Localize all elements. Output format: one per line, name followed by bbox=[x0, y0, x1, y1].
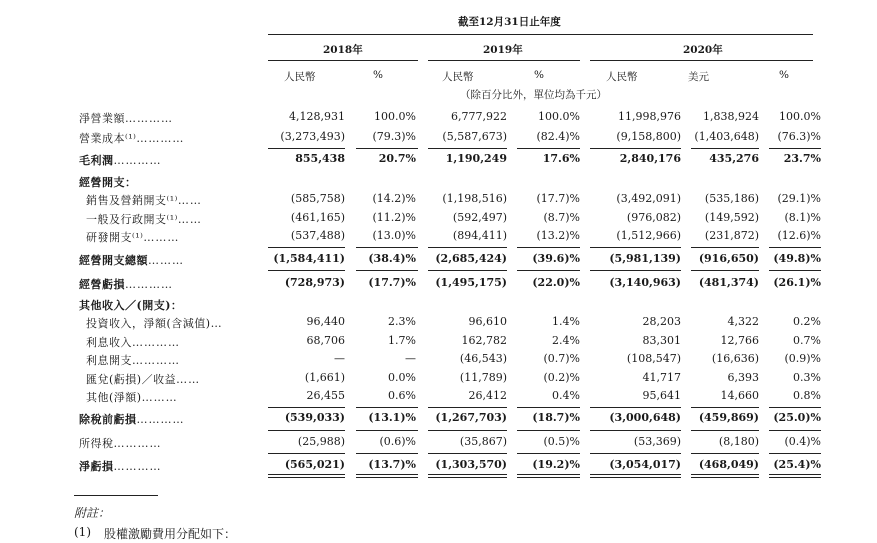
cell-pct-2020: (49.8)% bbox=[773, 252, 821, 265]
cell-pct-2019: 17.6% bbox=[542, 152, 580, 165]
row-label-text: 其他(淨額) bbox=[86, 391, 142, 404]
cell-usd-2020: (8,180) bbox=[718, 435, 759, 448]
row-label-text: 其他收入／(開支)： bbox=[79, 299, 183, 312]
cell-rmb-2019: (1,303,570) bbox=[435, 458, 507, 471]
cell-rmb-2019: 1,190,249 bbox=[445, 152, 507, 165]
total-double-rule bbox=[428, 474, 507, 478]
cell-pct-2018: 0.0% bbox=[388, 371, 416, 384]
subtotal-rule bbox=[769, 453, 821, 454]
subtotal-rule bbox=[691, 148, 759, 149]
row-label bbox=[79, 435, 162, 451]
row-leader-dots: ………… bbox=[136, 132, 185, 145]
cell-usd-2020: 435,276 bbox=[709, 152, 759, 165]
subtotal-rule bbox=[769, 148, 821, 149]
cell-usd-2020: (231,872) bbox=[704, 229, 759, 242]
cell-rmb-2018: (585,758) bbox=[290, 192, 345, 205]
subtotal-rule bbox=[590, 270, 681, 271]
cell-rmb-2020: (108,547) bbox=[626, 352, 681, 365]
row-label bbox=[79, 411, 185, 427]
cell-rmb-2019: (592,497) bbox=[452, 211, 507, 224]
period-header: 截至12月31日止年度 bbox=[458, 16, 561, 28]
cell-rmb-2019: 26,412 bbox=[468, 389, 507, 402]
row-leader-dots: ………… bbox=[132, 354, 180, 367]
subtotal-rule bbox=[268, 430, 345, 431]
cell-rmb-2018: — bbox=[334, 352, 345, 365]
cell-usd-2020: 1,838,924 bbox=[703, 110, 759, 123]
cell-rmb-2020: 41,717 bbox=[642, 371, 681, 384]
cell-usd-2020: (149,592) bbox=[704, 211, 759, 224]
row-label-text: 一般及行政開支⁽¹⁾ bbox=[86, 213, 178, 226]
cell-pct-2020: (25.0)% bbox=[773, 411, 821, 424]
cell-pct-2020: (0.9)% bbox=[784, 352, 821, 365]
cell-rmb-2018: (25,988) bbox=[297, 435, 345, 448]
row-label-text: 經營開支總額 bbox=[79, 254, 148, 267]
row-label-text: 除稅前虧損 bbox=[79, 413, 137, 426]
year-2018-rule bbox=[268, 60, 418, 61]
cell-rmb-2018: 26,455 bbox=[306, 389, 345, 402]
cell-pct-2020: 0.8% bbox=[793, 389, 821, 402]
cell-rmb-2020: 2,840,176 bbox=[619, 152, 681, 165]
cell-pct-2019: (8.7)% bbox=[543, 211, 580, 224]
cell-pct-2020: 0.7% bbox=[793, 334, 821, 347]
row-label bbox=[86, 315, 223, 331]
cell-usd-2020: 6,393 bbox=[727, 371, 759, 384]
cell-usd-2020: 14,660 bbox=[720, 389, 759, 402]
cell-rmb-2018: (461,165) bbox=[290, 211, 345, 224]
cell-usd-2020: (459,869) bbox=[698, 411, 759, 424]
cell-pct-2019: (0.5)% bbox=[543, 435, 580, 448]
subtotal-rule bbox=[268, 270, 345, 271]
row-leader-dots: ………… bbox=[125, 278, 173, 291]
cell-rmb-2018: 4,128,931 bbox=[289, 110, 345, 123]
row-label bbox=[79, 297, 182, 313]
cell-rmb-2018: (1,584,411) bbox=[273, 252, 345, 265]
cell-usd-2020: (468,049) bbox=[698, 458, 759, 471]
subtotal-rule bbox=[691, 453, 759, 454]
footnote-heading: 附註： bbox=[74, 506, 111, 520]
row-label bbox=[86, 192, 202, 208]
cell-pct-2019: 2.4% bbox=[552, 334, 580, 347]
row-leader-dots: ………… bbox=[113, 154, 162, 167]
year-2020: 2020年 bbox=[683, 44, 723, 56]
cell-pct-2018: — bbox=[405, 352, 416, 365]
cell-rmb-2018: (3,273,493) bbox=[280, 130, 345, 143]
cell-rmb-2020: (9,158,800) bbox=[616, 130, 681, 143]
subtotal-rule bbox=[517, 453, 580, 454]
cell-pct-2019: (18.7)% bbox=[532, 411, 580, 424]
year-2018: 2018年 bbox=[323, 44, 363, 56]
cell-pct-2018: 2.3% bbox=[388, 315, 416, 328]
cell-usd-2020: (1,403,648) bbox=[694, 130, 759, 143]
cell-pct-2018: (14.2)% bbox=[372, 192, 416, 205]
cell-rmb-2020: (976,082) bbox=[626, 211, 681, 224]
cell-rmb-2020: (5,981,139) bbox=[609, 252, 681, 265]
cell-pct-2020: (29.1)% bbox=[777, 192, 821, 205]
col-header-pct-2019: % bbox=[534, 69, 544, 81]
row-label bbox=[79, 110, 173, 126]
total-double-rule bbox=[356, 474, 418, 478]
cell-pct-2019: (13.2)% bbox=[536, 229, 580, 242]
cell-rmb-2020: 28,203 bbox=[642, 315, 681, 328]
cell-usd-2020: (16,636) bbox=[711, 352, 759, 365]
subtotal-rule bbox=[691, 270, 759, 271]
row-leader-dots: ………… bbox=[125, 112, 173, 125]
cell-pct-2018: 100.0% bbox=[374, 110, 416, 123]
subtotal-rule bbox=[517, 430, 580, 431]
cell-rmb-2019: (894,411) bbox=[452, 229, 507, 242]
row-label-text: 營業成本⁽¹⁾ bbox=[79, 132, 137, 145]
cell-usd-2020: 12,766 bbox=[720, 334, 759, 347]
row-label-text: 研發開支⁽¹⁾ bbox=[86, 231, 144, 244]
cell-rmb-2019: 162,782 bbox=[461, 334, 507, 347]
total-double-rule bbox=[769, 474, 821, 478]
col-header-usd-2020: 美元 bbox=[688, 71, 709, 83]
row-leader-dots: ……… bbox=[148, 254, 184, 267]
subtotal-rule bbox=[428, 247, 507, 248]
subtotal-rule bbox=[356, 270, 418, 271]
cell-rmb-2019: (1,495,175) bbox=[435, 276, 507, 289]
cell-pct-2020: (26.1)% bbox=[773, 276, 821, 289]
cell-rmb-2020: (3,492,091) bbox=[616, 192, 681, 205]
cell-rmb-2020: (53,369) bbox=[633, 435, 681, 448]
cell-pct-2018: (11.2)% bbox=[372, 211, 416, 224]
cell-pct-2018: (13.0)% bbox=[372, 229, 416, 242]
subtotal-rule bbox=[517, 407, 580, 408]
row-label-text: 利息收入 bbox=[86, 336, 132, 349]
cell-rmb-2020: (1,512,966) bbox=[616, 229, 681, 242]
period-rule bbox=[268, 34, 813, 35]
row-label bbox=[79, 458, 162, 474]
subtotal-rule bbox=[428, 407, 507, 408]
cell-pct-2018: 0.6% bbox=[388, 389, 416, 402]
footnote-item-number: (1) bbox=[74, 525, 91, 539]
cell-rmb-2019: (2,685,424) bbox=[435, 252, 507, 265]
cell-pct-2019: (19.2)% bbox=[532, 458, 580, 471]
unit-note: （除百分比外，單位均為千元） bbox=[460, 89, 607, 101]
subtotal-rule bbox=[769, 407, 821, 408]
row-label bbox=[86, 371, 200, 387]
subtotal-rule bbox=[691, 247, 759, 248]
row-leader-dots: ………… bbox=[132, 336, 180, 349]
cell-pct-2018: (0.6)% bbox=[379, 435, 416, 448]
subtotal-rule bbox=[769, 247, 821, 248]
total-double-rule bbox=[590, 474, 681, 478]
col-header-rmb-2019: 人民幣 bbox=[442, 71, 474, 83]
cell-rmb-2019: (35,867) bbox=[459, 435, 507, 448]
cell-pct-2019: (17.7)% bbox=[536, 192, 580, 205]
row-label-text: 淨營業額 bbox=[79, 112, 125, 125]
row-leader-dots: ………… bbox=[136, 413, 185, 426]
cell-pct-2018: 20.7% bbox=[378, 152, 416, 165]
row-label bbox=[86, 229, 179, 245]
row-leader-dots: ………… bbox=[113, 460, 162, 473]
subtotal-rule bbox=[268, 247, 345, 248]
cell-pct-2019: (0.7)% bbox=[543, 352, 580, 365]
subtotal-rule bbox=[428, 430, 507, 431]
cell-rmb-2020: (3,140,963) bbox=[609, 276, 681, 289]
cell-pct-2019: 0.4% bbox=[552, 389, 580, 402]
cell-rmb-2018: 68,706 bbox=[306, 334, 345, 347]
cell-rmb-2018: (1,661) bbox=[304, 371, 345, 384]
row-leader-dots: ………… bbox=[113, 437, 162, 450]
cell-pct-2018: 1.7% bbox=[388, 334, 416, 347]
cell-pct-2018: (79.3)% bbox=[372, 130, 416, 143]
row-leader-dots: ……… bbox=[143, 231, 180, 244]
subtotal-rule bbox=[356, 430, 418, 431]
row-label bbox=[86, 334, 180, 350]
row-leader-dots: ……… bbox=[141, 391, 178, 404]
cell-rmb-2020: (3,054,017) bbox=[609, 458, 681, 471]
cell-usd-2020: (535,186) bbox=[704, 192, 759, 205]
cell-pct-2020: (0.4)% bbox=[784, 435, 821, 448]
cell-pct-2019: (39.6)% bbox=[532, 252, 580, 265]
col-header-pct-2018: % bbox=[373, 69, 383, 81]
cell-rmb-2019: (1,267,703) bbox=[435, 411, 507, 424]
cell-rmb-2018: (728,973) bbox=[284, 276, 345, 289]
row-label-text: 淨虧損 bbox=[79, 460, 114, 473]
subtotal-rule bbox=[769, 430, 821, 431]
cell-rmb-2019: (11,789) bbox=[459, 371, 507, 384]
row-leader-dots: …… bbox=[176, 373, 201, 386]
row-label bbox=[79, 130, 184, 146]
subtotal-rule bbox=[691, 407, 759, 408]
cell-pct-2020: 100.0% bbox=[779, 110, 821, 123]
cell-pct-2020: (76.3)% bbox=[777, 130, 821, 143]
cell-pct-2019: 1.4% bbox=[552, 315, 580, 328]
row-leader-dots: … bbox=[210, 317, 223, 330]
cell-rmb-2020: 95,641 bbox=[642, 389, 681, 402]
cell-usd-2020: (916,650) bbox=[698, 252, 759, 265]
cell-pct-2019: (82.4)% bbox=[536, 130, 580, 143]
row-label-text: 匯兌(虧損)／收益 bbox=[86, 373, 177, 386]
footnote-rule bbox=[74, 495, 158, 496]
subtotal-rule bbox=[356, 247, 418, 248]
col-header-rmb-2018: 人民幣 bbox=[284, 71, 316, 83]
cell-pct-2018: (13.1)% bbox=[368, 411, 416, 424]
subtotal-rule bbox=[428, 270, 507, 271]
subtotal-rule bbox=[356, 407, 418, 408]
subtotal-rule bbox=[517, 270, 580, 271]
cell-rmb-2019: (46,543) bbox=[459, 352, 507, 365]
col-header-pct-2020: % bbox=[779, 69, 789, 81]
cell-pct-2020: 0.2% bbox=[793, 315, 821, 328]
cell-rmb-2018: (537,488) bbox=[290, 229, 345, 242]
row-label-text: 所得稅 bbox=[79, 437, 114, 450]
cell-rmb-2019: 96,610 bbox=[468, 315, 507, 328]
row-label bbox=[79, 174, 137, 190]
subtotal-rule bbox=[356, 453, 418, 454]
subtotal-rule bbox=[268, 148, 345, 149]
cell-usd-2020: 4,322 bbox=[727, 315, 759, 328]
row-label-text: 經營開支： bbox=[79, 176, 137, 189]
cell-rmb-2020: (3,000,648) bbox=[609, 411, 681, 424]
cell-rmb-2018: (539,033) bbox=[284, 411, 345, 424]
cell-pct-2020: (8.1)% bbox=[784, 211, 821, 224]
subtotal-rule bbox=[590, 430, 681, 431]
subtotal-rule bbox=[691, 430, 759, 431]
subtotal-rule bbox=[268, 453, 345, 454]
row-label-text: 銷售及營銷開支⁽¹⁾ bbox=[86, 194, 178, 207]
row-label bbox=[79, 252, 184, 268]
footnote-item-text: 股權激勵費用分配如下： bbox=[104, 527, 237, 541]
subtotal-rule bbox=[769, 270, 821, 271]
row-label bbox=[86, 389, 178, 405]
row-label-text: 利息開支 bbox=[86, 354, 132, 367]
cell-pct-2020: 23.7% bbox=[783, 152, 821, 165]
subtotal-rule bbox=[590, 247, 681, 248]
cell-pct-2019: 100.0% bbox=[538, 110, 580, 123]
cell-pct-2020: 0.3% bbox=[793, 371, 821, 384]
cell-pct-2018: (17.7)% bbox=[368, 276, 416, 289]
subtotal-rule bbox=[590, 148, 681, 149]
row-label-text: 投資收入，淨額(含減值) bbox=[86, 317, 211, 330]
subtotal-rule bbox=[590, 453, 681, 454]
col-header-rmb-2020: 人民幣 bbox=[606, 71, 638, 83]
cell-rmb-2019: 6,777,922 bbox=[451, 110, 507, 123]
cell-pct-2018: (38.4)% bbox=[368, 252, 416, 265]
cell-pct-2018: (13.7)% bbox=[368, 458, 416, 471]
total-double-rule bbox=[691, 474, 759, 478]
row-leader-dots: …… bbox=[177, 194, 202, 207]
cell-rmb-2020: 11,998,976 bbox=[618, 110, 681, 123]
year-2019-rule bbox=[428, 60, 580, 61]
row-label bbox=[86, 352, 180, 368]
row-label bbox=[79, 276, 173, 292]
subtotal-rule bbox=[428, 453, 507, 454]
row-label-text: 經營虧損 bbox=[79, 278, 125, 291]
cell-rmb-2019: (5,587,673) bbox=[442, 130, 507, 143]
cell-pct-2019: (0.2)% bbox=[543, 371, 580, 384]
year-2020-rule bbox=[590, 60, 813, 61]
subtotal-rule bbox=[517, 148, 580, 149]
cell-rmb-2018: (565,021) bbox=[284, 458, 345, 471]
subtotal-rule bbox=[428, 148, 507, 149]
cell-pct-2020: (12.6)% bbox=[777, 229, 821, 242]
subtotal-rule bbox=[590, 407, 681, 408]
total-double-rule bbox=[268, 474, 345, 478]
cell-pct-2019: (22.0)% bbox=[532, 276, 580, 289]
total-double-rule bbox=[517, 474, 580, 478]
row-label bbox=[79, 152, 162, 168]
row-label bbox=[86, 211, 202, 227]
row-label-text: 毛利潤 bbox=[79, 154, 114, 167]
cell-rmb-2019: (1,198,516) bbox=[442, 192, 507, 205]
cell-usd-2020: (481,374) bbox=[698, 276, 759, 289]
cell-rmb-2018: 855,438 bbox=[295, 152, 345, 165]
subtotal-rule bbox=[517, 247, 580, 248]
year-2019: 2019年 bbox=[483, 44, 523, 56]
subtotal-rule bbox=[356, 148, 418, 149]
cell-pct-2020: (25.4)% bbox=[773, 458, 821, 471]
row-leader-dots: …… bbox=[177, 213, 202, 226]
cell-rmb-2018: 96,440 bbox=[306, 315, 345, 328]
subtotal-rule bbox=[268, 407, 345, 408]
cell-rmb-2020: 83,301 bbox=[642, 334, 681, 347]
